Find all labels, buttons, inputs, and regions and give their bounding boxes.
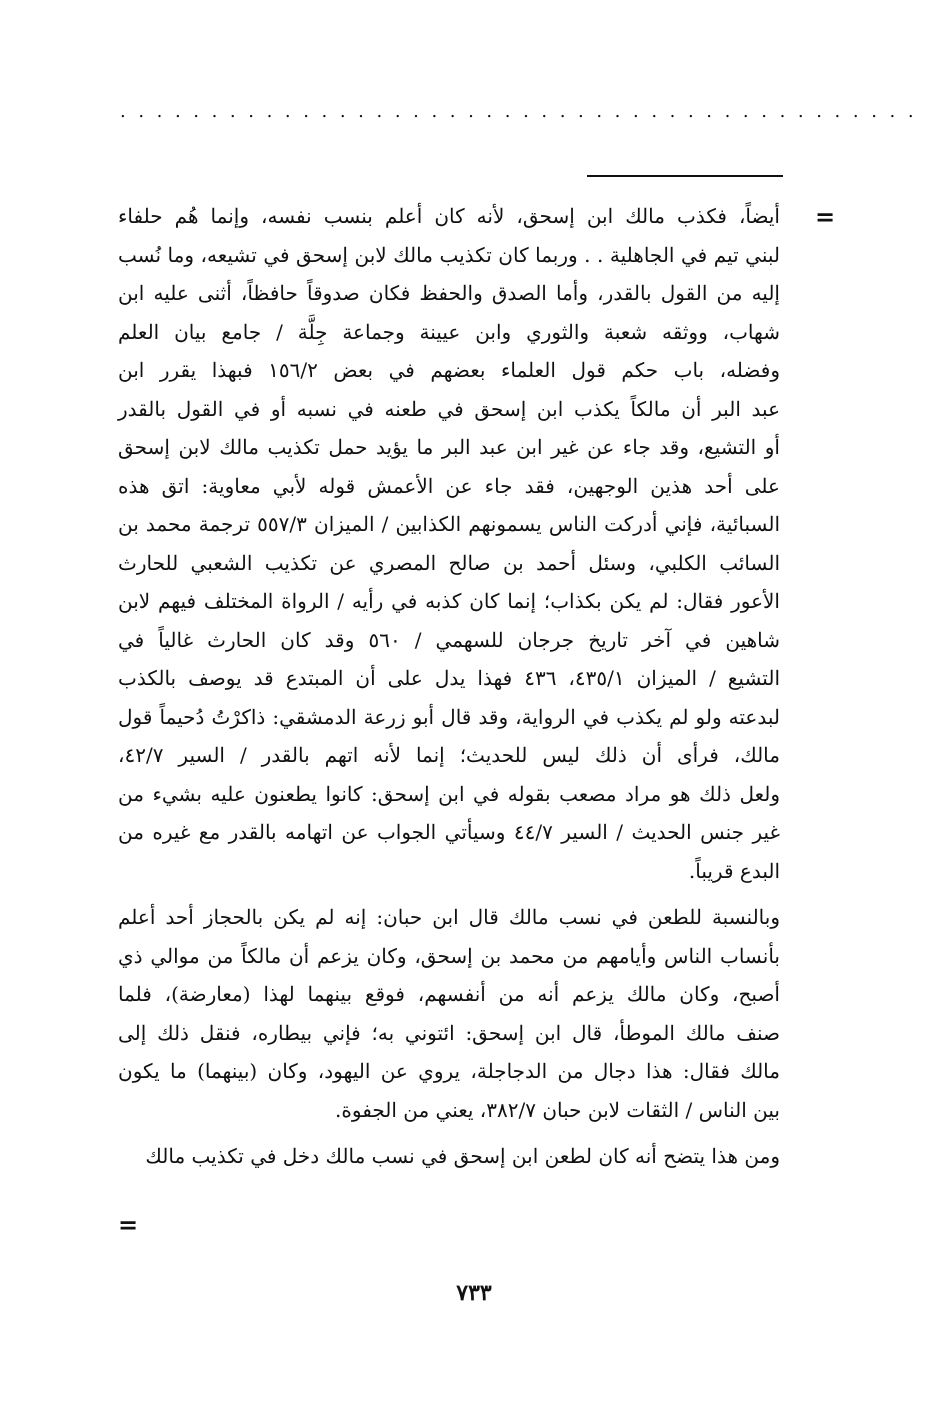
continuation-mark-top: =	[815, 202, 836, 231]
paragraph-2	[118, 898, 780, 1129]
dotted-separator: ............................................	[120, 101, 927, 122]
text-line: لبني تيم في الجاهلية . . وربما كان تكذيب مالك لابن إسحق في تشيعه، وما نُسب	[118, 242, 780, 267]
text-line: ولعل ذلك هو مراد مصعب بقوله في ابن إسحق: كانوا يطعنون عليه بشيء من	[118, 781, 780, 806]
text-line: صنف مالك الموطأ، قال ابن إسحق: ائتوني به؛ فإني بيطاره، فنقل ذلك إلى	[118, 1020, 780, 1045]
text-line: السائب الكلبي، وسئل أحمد بن صالح المصري عن تكذيب الشعبي للحارث	[118, 550, 780, 575]
text-line: بأنساب الناس وأيامهم من محمد بن إسحق، وكان يزعم أن مالكاً من موالي ذي	[118, 943, 780, 968]
text-line: لبدعته ولو لم يكذب في الرواية، وقد قال أبو زرعة الدمشقي: ذاكرْتُ دُحيماً قول	[118, 704, 780, 729]
text-line: أصبح، وكان مالك يزعم أنه من أنفسهم، فوقع بينهما لهذا (معارضة)، فلما	[118, 982, 780, 1006]
footnote-text	[118, 197, 780, 1184]
text-line: أو التشيع، وقد جاء عن غير ابن عبد البر ما يؤيد حمل تكذيب مالك لابن إسحق	[118, 435, 780, 459]
page-number: ٧٣٣	[456, 1280, 492, 1306]
paragraph-3	[118, 1137, 780, 1176]
text-line: شاهين في آخر تاريخ جرجان للسهمي / ٥٦٠ وقد كان الحارث غالياً في	[118, 627, 781, 652]
text-line: السبائية، فإني أدركت الناس يسمونهم الكذابين / الميزان ٥٥٧/٣ ترجمة محمد بن	[118, 512, 781, 536]
text-line: غير جنس الحديث / السير ٤٤/٧ وسيأتي الجواب عن اتهامه بالقدر مع غيره من	[118, 820, 780, 844]
text-line: على أحد هذين الوجهين، فقد جاء عن الأعمش قوله لأبي معاوية: اتق هذه	[118, 473, 780, 498]
text-line: التشيع / الميزان ٤٣٥/١، ٤٣٦ فهذا يدل على أن المبتدع قد يوصف بالكذب	[118, 666, 780, 690]
text-line: ومن هذا يتضح أنه كان لطعن ابن إسحق في نسب مالك دخل في تكذيب مالك	[145, 1144, 780, 1168]
text-line: أيضاً، فكذب مالك ابن إسحق، لأنه كان أعلم بنسب نفسه، وإنما هُم حلفاء	[118, 204, 780, 228]
text-line: إليه من القول بالقدر، وأما الصدق والحفظ فكان صدوقاً حافظاً، أثنى عليه ابن	[118, 281, 780, 305]
text-line: عبد البر أن مالكاً يكذب ابن إسحق في طعنه في نسبه أو في القول بالقدر	[118, 396, 780, 421]
text-line: بين الناس / الثقات لابن حبان ٣٨٢/٧، يعني من الجفوة.	[335, 1097, 780, 1122]
text-line: البدع قريباً.	[688, 858, 780, 883]
paragraph-1	[118, 197, 780, 890]
footnote-rule	[587, 175, 783, 177]
text-line: الأعور فقال: لم يكن بكذاب؛ إنما كان كذبه في رأيه / الرواة المختلف فيهم لابن	[118, 589, 780, 613]
continuation-mark-bottom: =	[118, 1210, 139, 1239]
text-line: وفضله، باب حكم قول العلماء بعضهم في بعض ١٥٦/٢ فبهذا يقرر ابن	[118, 358, 780, 382]
text-line: وبالنسبة للطعن في نسب مالك قال ابن حبان: إنه لم يكن بالحجاز أحد أعلم	[118, 905, 780, 929]
text-line: مالك فقال: هذا دجال من الدجاجلة، يروي عن اليهود، وكان (بينهما) ما يكون	[118, 1059, 780, 1083]
text-line: شهاب، ووثقه شعبة والثوري وابن عيينة وجماعة جِلَّة / جامع بيان العلم	[118, 319, 780, 344]
text-line: مالك، فرأى أن ذلك ليس للحديث؛ إنما لأنه اتهم بالقدر / السير ٤٢/٧،	[118, 743, 780, 767]
